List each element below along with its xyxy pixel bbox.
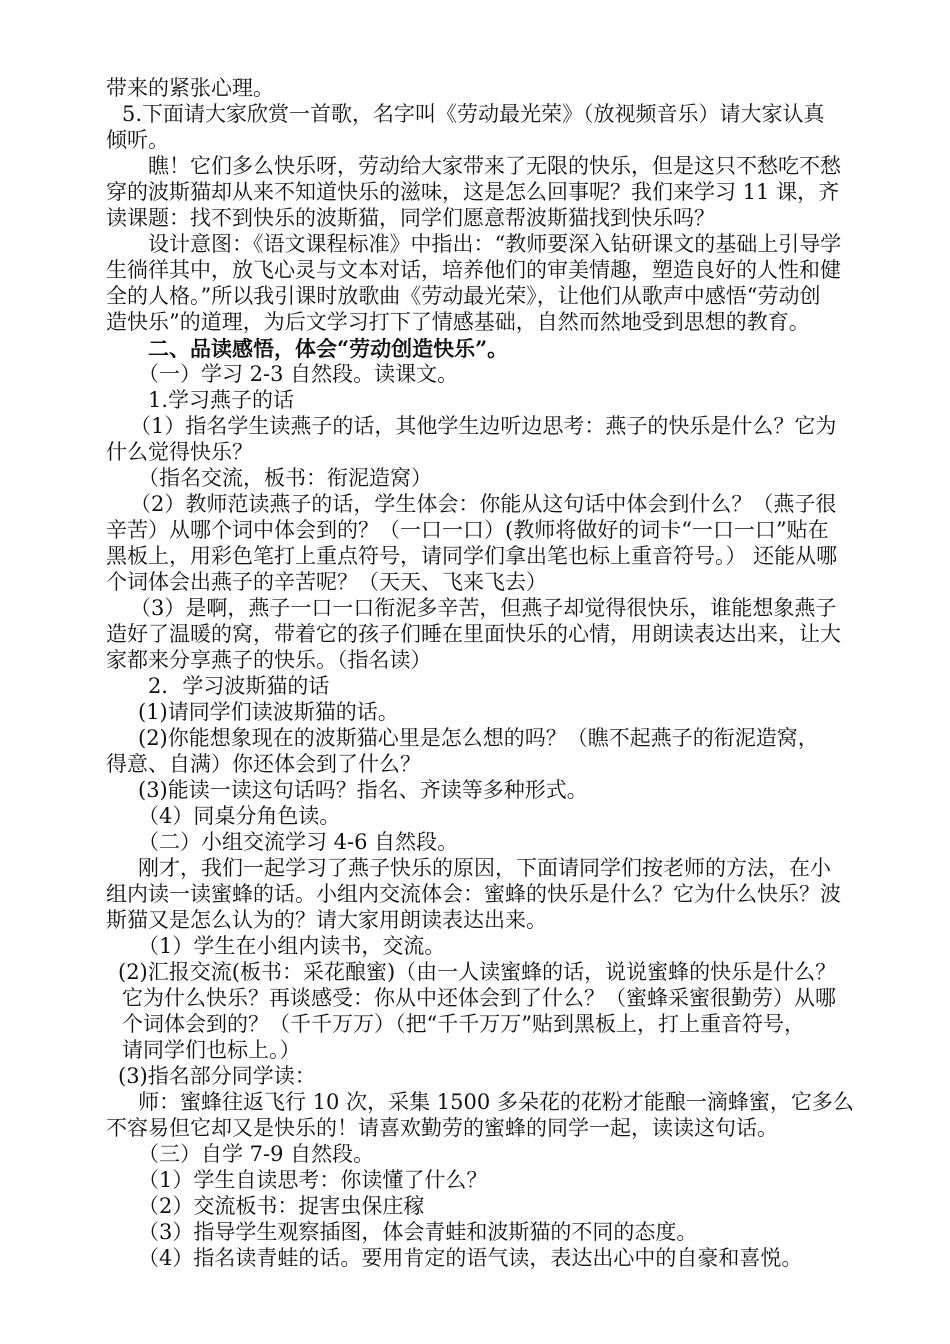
paragraph-line: （4）指名读青蛙的话。要用肯定的语气读，表达出心中的自豪和喜悦。 — [138, 1246, 803, 1270]
paragraph-line: 造好了温暖的窝，带着它的孩子们睡在里面快乐的心情，用朗读表达出来，让大 — [106, 622, 841, 646]
paragraph-line: 造快乐”的道理，为后文学习打下了情感基础，自然而然地受到思想的教育。 — [106, 310, 810, 334]
paragraph-line: (3)能读一读这句话吗？指名、齐读等多种形式。 — [138, 778, 588, 802]
paragraph-line: 家都来分享燕子的快乐。（指名读） — [106, 648, 432, 672]
paragraph-line: （2）交流板书：捉害虫保庄稼 — [138, 1194, 425, 1218]
paragraph-line: 个词体会到的？（千千万万）（把“千千万万”贴到黑板上，打上重音符号， — [122, 1012, 805, 1036]
paragraph-line: 什么觉得快乐？ — [106, 440, 253, 464]
paragraph-line: 师：蜜蜂往返飞行 10 次，采集 1500 多朵花的花粉才能酿一滴蜂蜜，它多么 — [138, 1090, 854, 1114]
paragraph-line: 2．学习波斯猫的话 — [148, 674, 330, 698]
paragraph-line: 刚才，我们一起学习了燕子快乐的原因，下面请同学们按老师的方法，在小 — [138, 856, 831, 880]
paragraph-line: 请同学们也标上。） — [122, 1038, 301, 1062]
paragraph-line: (2)汇报交流(板书：采花酿蜜)（由一人读蜜蜂的话，说说蜜蜂的快乐是什么？ — [118, 960, 837, 984]
paragraph-line: （二）小组交流学习 4-6 自然段。 — [138, 830, 459, 854]
paragraph-line: （1）学生自读思考：你读懂了什么？ — [138, 1168, 488, 1192]
paragraph-line: （3）指导学生观察插图，体会青蛙和波斯猫的不同的态度。 — [138, 1220, 698, 1244]
paragraph-line: （一）学习 2-3 自然段。读课文。 — [138, 362, 459, 386]
paragraph-line: 组内读一读蜜蜂的话。小组内交流体会：蜜蜂的快乐是什么？它为什么快乐？波 — [106, 882, 841, 906]
paragraph-line: 倾听。 — [106, 128, 169, 152]
paragraph-line: (1)请同学们读波斯猫的话。 — [138, 700, 399, 724]
paragraph-line: 不容易但它却又是快乐的！请喜欢勤劳的蜜蜂的同学一起，读读这句话。 — [106, 1116, 778, 1140]
paragraph-line: 斯猫又是怎么认为的？请大家用朗读表达出来。 — [106, 908, 547, 932]
paragraph-line: (3)指名部分同学读： — [118, 1064, 316, 1088]
paragraph-line: (2)你能想象现在的波斯猫心里是怎么想的吗？（瞧不起燕子的衔泥造窝， — [138, 726, 819, 750]
paragraph-line: （4）同桌分角色读。 — [138, 804, 341, 828]
paragraph-line: 全的人格。”所以我引课时放歌曲《劳动最光荣》，让他们从歌声中感悟“劳动创 — [106, 284, 821, 308]
section-heading: 二、品读感悟，体会“劳动创造快乐”。 — [148, 336, 509, 361]
paragraph-line: 设计意图：《语文课程标准》中指出：“教师要深入钻研课文的基础上引导学 — [148, 232, 842, 256]
paragraph-line: （三）自学 7-9 自然段。 — [138, 1142, 375, 1166]
paragraph-line: 读课题：找不到快乐的波斯猫，同学们愿意帮波斯猫找到快乐吗？ — [106, 206, 715, 230]
paragraph-line: 黑板上，用彩色笔打上重点符号，请同学们拿出笔也标上重音符号。） 还能从哪 — [106, 544, 838, 568]
paragraph-line: 穿的波斯猫却从来不知道快乐的滋味，这是怎么回事呢？我们来学习 11 课，齐 — [106, 180, 840, 204]
paragraph-line: 瞧！它们多么快乐呀，劳动给大家带来了无限的快乐，但是这只不愁吃不愁 — [148, 154, 841, 178]
paragraph-line: （指名交流，板书：衔泥造窝） — [138, 466, 432, 490]
paragraph-line: （1）指名学生读燕子的话，其他学生边听边思考：燕子的快乐是什么？它为 — [130, 414, 837, 438]
paragraph-line: （1）学生在小组内读书，交流。 — [138, 934, 446, 958]
paragraph-line: （3）是啊，燕子一口一口衔泥多辛苦，但燕子却觉得很快乐，谁能想象燕子 — [130, 596, 837, 620]
paragraph-line: 辛苦）从哪个词中体会到的？（一口一口）(教师将做好的词卡“一口一口”贴在 — [106, 518, 829, 542]
paragraph-line: 1.学习燕子的话 — [148, 388, 295, 412]
paragraph-line: 5.下面请大家欣赏一首歌，名字叫《劳动最光荣》（放视频音乐）请大家认真 — [122, 102, 825, 126]
paragraph-line: （2）教师范读燕子的话，学生体会：你能从这句话中体会到什么？（燕子很 — [130, 492, 837, 516]
paragraph-line: 它为什么快乐？再谈感受：你从中还体会到了什么？（蜜蜂采蜜很勤劳）从哪 — [122, 986, 836, 1010]
paragraph-line: 生徜徉其中，放飞心灵与文本对话，培养他们的审美情趣，塑造良好的人性和健 — [106, 258, 841, 282]
paragraph-line: 得意、自满）你还体会到了什么？ — [106, 752, 421, 776]
paragraph-line: 带来的紧张心理。 — [106, 76, 274, 100]
paragraph-line: 个词体会出燕子的辛苦呢？（天天、飞来飞去） — [106, 570, 547, 594]
